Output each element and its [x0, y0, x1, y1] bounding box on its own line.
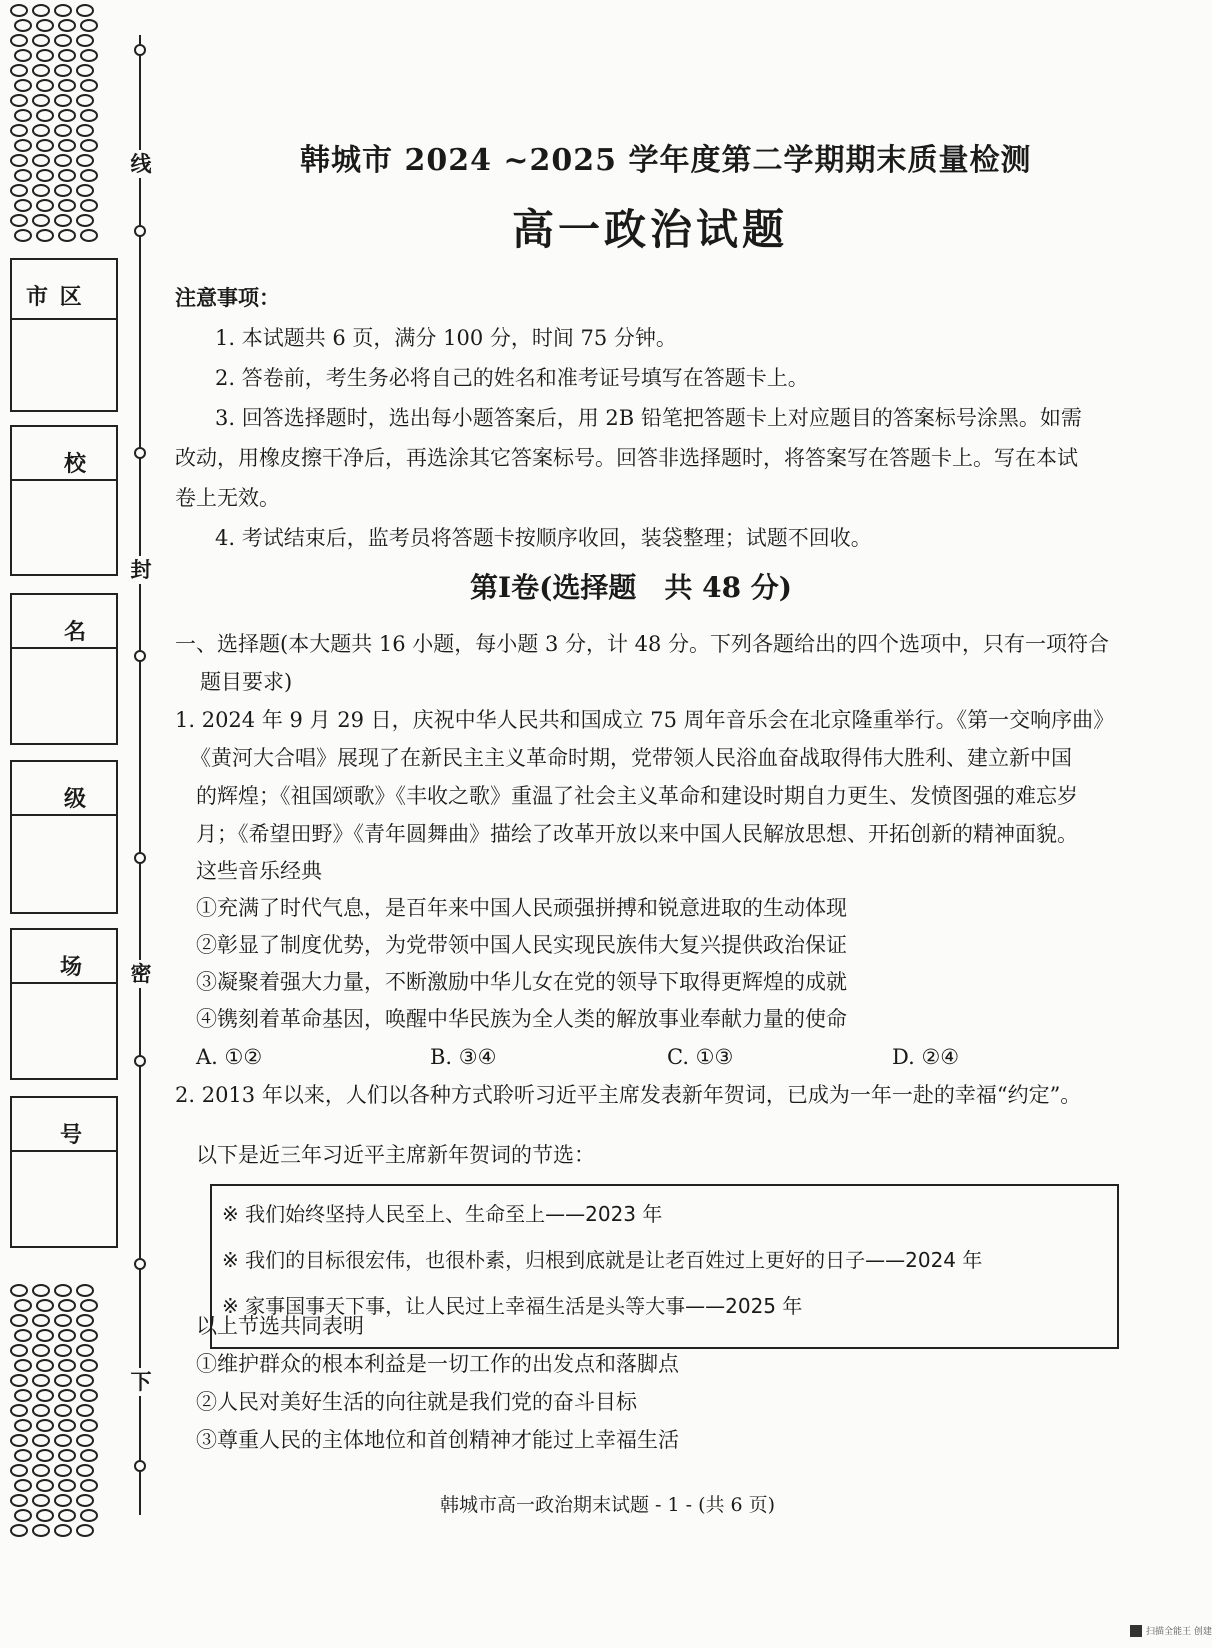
exam-subtitle: 高一政治试题: [512, 205, 789, 254]
binding-hole: [80, 199, 98, 212]
binding-hole: [10, 1464, 28, 1477]
binding-hole: [14, 199, 32, 212]
binding-hole: [76, 214, 94, 227]
binding-hole: [76, 34, 94, 47]
binding-dot: [134, 225, 146, 237]
notice-line: 改动，用橡皮擦干净后，再选涂其它答案标号。回答非选择题时，将答案写在答题卡上。写在本试: [175, 446, 1078, 470]
binding-hole: [32, 154, 50, 167]
binding-hole: [58, 1509, 76, 1522]
q2-quote: ※ 家事国事天下事，让人民过上幸福生活是头等大事——2025 年: [222, 1294, 803, 1318]
binding-hole: [32, 1434, 50, 1447]
binding-hole: [58, 49, 76, 62]
binding-dot: [134, 44, 146, 56]
binding-hole: [36, 1329, 54, 1342]
binding-hole: [54, 1524, 72, 1537]
scanner-watermark: 扫描全能王 创建: [1146, 1627, 1212, 1637]
q1-option-d: D. ②④: [892, 1045, 960, 1069]
binding-hole: [76, 94, 94, 107]
binding-hole: [80, 1479, 98, 1492]
notice-line: 卷上无效。: [175, 486, 280, 510]
notice-heading: 注意事项：: [175, 285, 280, 310]
field-box-class: [10, 760, 118, 914]
binding-hole: [14, 229, 32, 242]
binding-hole: [76, 154, 94, 167]
binding-hole: [36, 169, 54, 182]
binding-hole: [58, 1359, 76, 1372]
binding-hole: [76, 1434, 94, 1447]
binding-holes-bottom: [4, 1280, 104, 1540]
binding-hole: [32, 1344, 50, 1357]
q1-option-a: A. ①②: [196, 1045, 263, 1069]
field-label-number: 号: [60, 1122, 85, 1148]
binding-hole: [58, 139, 76, 152]
binding-hole: [80, 229, 98, 242]
field-label-school: 校: [64, 451, 89, 477]
binding-hole: [76, 1374, 94, 1387]
binding-hole: [58, 109, 76, 122]
binding-hole: [76, 1494, 94, 1507]
binding-hole: [36, 199, 54, 212]
binding-hole: [14, 1389, 32, 1402]
q1-stem-line: 这些音乐经典: [196, 859, 322, 883]
binding-hole: [14, 19, 32, 32]
binding-hole: [76, 124, 94, 137]
binding-hole: [58, 169, 76, 182]
field-label-name: 名: [64, 619, 89, 645]
binding-hole: [36, 1389, 54, 1402]
binding-hole: [10, 1344, 28, 1357]
binding-hole: [36, 1509, 54, 1522]
binding-hole: [10, 1404, 28, 1417]
binding-hole: [54, 1404, 72, 1417]
binding-hole: [54, 1494, 72, 1507]
binding-hole: [10, 94, 28, 107]
q1-stem-line: 月；《希望田野》《青年圆舞曲》描绘了改革开放以来中国人民解放思想、开拓创新的精神面貌。: [196, 822, 1078, 846]
binding-hole: [10, 124, 28, 137]
seal-char-secret: 密: [128, 960, 154, 988]
q1-item: ④镌刻着革命基因，唤醒中华民族为全人类的解放事业奉献力量的使命: [196, 1007, 847, 1031]
binding-hole: [32, 1314, 50, 1327]
q1-stem-line: 的辉煌；《祖国颂歌》《丰收之歌》重温了社会主义革命和建设时期自力更生、发愤图强的难忘岁: [196, 784, 1078, 808]
binding-hole: [58, 19, 76, 32]
notice-line: 1. 本试题共 6 页，满分 100 分，时间 75 分钟。: [215, 326, 677, 350]
binding-hole: [76, 64, 94, 77]
binding-hole: [36, 49, 54, 62]
binding-hole: [80, 1389, 98, 1402]
binding-hole: [80, 49, 98, 62]
binding-hole: [76, 1524, 94, 1537]
field-label-district: 市 区: [26, 284, 84, 310]
binding-hole: [14, 79, 32, 92]
binding-dot: [134, 852, 146, 864]
q1-stem-line: 1. 2024 年 9 月 29 日，庆祝中华人民共和国成立 75 周年音乐会在北京隆重举行。《第一交响序曲》: [175, 708, 1115, 732]
q2-item: ③尊重人民的主体地位和首创精神才能过上幸福生活: [196, 1428, 679, 1452]
binding-hole: [10, 1284, 28, 1297]
binding-hole: [36, 109, 54, 122]
page-footer: 韩城市高一政治期末试题 - 1 - (共 6 页): [440, 1494, 776, 1516]
binding-hole: [80, 1509, 98, 1522]
q2-question: 以上节选共同表明: [196, 1314, 364, 1338]
seal-char-seal: 封: [128, 556, 154, 584]
binding-hole: [76, 1314, 94, 1327]
binding-hole: [80, 169, 98, 182]
q1-item: ②彰显了制度优势，为党带领中国人民实现民族伟大复兴提供政治保证: [196, 933, 847, 957]
section-title: 第Ⅰ卷(选择题 共 48 分): [470, 571, 793, 604]
binding-hole: [36, 1419, 54, 1432]
q2-item: ②人民对美好生活的向往就是我们党的奋斗目标: [196, 1390, 637, 1414]
q2-stem-line: 2. 2013 年以来，人们以各种方式聆听习近平主席发表新年贺词，已成为一年一赴的幸福“约定”。: [175, 1083, 1082, 1107]
binding-hole: [54, 94, 72, 107]
binding-hole: [80, 19, 98, 32]
binding-hole: [32, 214, 50, 227]
binding-hole: [80, 1449, 98, 1462]
seal-char-line: 线: [128, 150, 154, 178]
binding-hole: [54, 1464, 72, 1477]
binding-hole: [14, 49, 32, 62]
binding-hole: [32, 1464, 50, 1477]
binding-dot: [134, 447, 146, 459]
binding-hole: [10, 1314, 28, 1327]
binding-hole: [10, 214, 28, 227]
exam-title: 韩城市 2024 ~2025 学年度第二学期期末质量检测: [300, 143, 1032, 178]
binding-hole: [80, 109, 98, 122]
binding-hole: [14, 1359, 32, 1372]
binding-hole: [54, 1374, 72, 1387]
binding-hole: [14, 1479, 32, 1492]
binding-hole: [36, 229, 54, 242]
binding-hole: [80, 1329, 98, 1342]
seal-char-down: 下: [128, 1368, 154, 1396]
binding-hole: [14, 169, 32, 182]
binding-hole: [58, 1389, 76, 1402]
binding-hole: [14, 1449, 32, 1462]
field-label-exam-room: 场: [60, 954, 85, 980]
binding-hole: [58, 1449, 76, 1462]
binding-holes-top: [4, 0, 104, 240]
q1-stem-line: 《黄河大合唱》展现了在新民主主义革命时期，党带领人民浴血奋战取得伟大胜利、建立新中国: [190, 746, 1072, 770]
notice-line: 4. 考试结束后，监考员将答题卡按顺序收回，装袋整理；试题不回收。: [215, 526, 872, 550]
binding-hole: [54, 64, 72, 77]
field-box-district: [10, 258, 118, 412]
binding-hole: [54, 184, 72, 197]
binding-hole: [14, 109, 32, 122]
binding-hole: [10, 1434, 28, 1447]
binding-hole: [10, 4, 28, 17]
binding-hole: [36, 1359, 54, 1372]
binding-hole: [32, 1374, 50, 1387]
binding-hole: [58, 79, 76, 92]
binding-hole: [32, 4, 50, 17]
binding-hole: [80, 1419, 98, 1432]
section-instruction-text: 一、选择题(本大题共 16 小题，每小题 3 分，计 48 分。下列各题给出的四个选项中，只有一项符合: [175, 632, 1110, 656]
q2-quote: ※ 我们始终坚持人民至上、生命至上——2023 年: [222, 1202, 663, 1226]
binding-hole: [80, 1299, 98, 1312]
binding-hole: [76, 1284, 94, 1297]
binding-hole: [14, 1299, 32, 1312]
binding-hole: [58, 199, 76, 212]
binding-hole: [54, 154, 72, 167]
binding-hole: [36, 19, 54, 32]
binding-hole: [32, 1404, 50, 1417]
binding-hole: [14, 1329, 32, 1342]
binding-hole: [76, 184, 94, 197]
binding-hole: [58, 1329, 76, 1342]
binding-hole: [10, 184, 28, 197]
binding-hole: [32, 124, 50, 137]
q1-option-b: B. ③④: [430, 1045, 497, 1069]
binding-hole: [76, 1464, 94, 1477]
binding-hole: [36, 1479, 54, 1492]
binding-hole: [32, 64, 50, 77]
binding-dot: [134, 1055, 146, 1067]
binding-hole: [14, 1419, 32, 1432]
binding-dot: [134, 650, 146, 662]
binding-hole: [76, 1344, 94, 1357]
binding-hole: [36, 139, 54, 152]
binding-hole: [76, 1404, 94, 1417]
binding-hole: [32, 1284, 50, 1297]
binding-hole: [54, 214, 72, 227]
q2-quote: ※ 我们的目标很宏伟，也很朴素，归根到底就是让老百姓过上更好的日子——2024 年: [222, 1248, 983, 1272]
binding-hole: [32, 184, 50, 197]
binding-hole: [80, 79, 98, 92]
binding-hole: [76, 4, 94, 17]
binding-hole: [32, 94, 50, 107]
binding-hole: [10, 1494, 28, 1507]
q1-option-c: C. ①③: [667, 1045, 734, 1069]
binding-hole: [14, 1509, 32, 1522]
notice-line: 3. 回答选择题时，选出每小题答案后，用 2B 铅笔把答题卡上对应题目的答案标号涂黑。如需: [215, 406, 1082, 430]
field-box-school: [10, 425, 118, 576]
binding-hole: [10, 34, 28, 47]
binding-hole: [54, 4, 72, 17]
binding-hole: [10, 64, 28, 77]
qr-icon: [1130, 1625, 1142, 1637]
binding-hole: [32, 1524, 50, 1537]
binding-hole: [36, 1449, 54, 1462]
binding-hole: [58, 1299, 76, 1312]
binding-hole: [54, 34, 72, 47]
field-box-number: [10, 1096, 118, 1248]
q2-stem-line: 以下是近三年习近平主席新年贺词的节选：: [196, 1143, 595, 1167]
field-box-name: [10, 593, 118, 745]
binding-hole: [10, 1374, 28, 1387]
section-instruction-cont: 题目要求): [200, 670, 293, 694]
q1-item: ①充满了时代气息，是百年来中国人民顽强拼搏和锐意进取的生动体现: [196, 896, 847, 920]
binding-dot: [134, 1460, 146, 1472]
binding-hole: [80, 1359, 98, 1372]
binding-hole: [10, 154, 28, 167]
binding-hole: [32, 34, 50, 47]
binding-hole: [58, 1479, 76, 1492]
q2-item: ①维护群众的根本利益是一切工作的出发点和落脚点: [196, 1352, 679, 1376]
binding-hole: [54, 1284, 72, 1297]
section-instruction: [175, 629, 1109, 659]
binding-hole: [14, 139, 32, 152]
q1-item: ③凝聚着强大力量，不断激励中华儿女在党的领导下取得更辉煌的成就: [196, 970, 847, 994]
binding-hole: [54, 1314, 72, 1327]
notice-line: 2. 答卷前，考生务必将自己的姓名和准考证号填写在答题卡上。: [215, 366, 809, 390]
binding-hole: [36, 79, 54, 92]
binding-dot: [134, 1258, 146, 1270]
binding-line: [139, 35, 141, 1515]
binding-hole: [80, 139, 98, 152]
binding-hole: [58, 1419, 76, 1432]
field-box-exam-room: [10, 928, 118, 1080]
binding-hole: [54, 124, 72, 137]
binding-hole: [36, 1299, 54, 1312]
binding-hole: [54, 1344, 72, 1357]
field-label-class: 级: [64, 786, 89, 812]
binding-hole: [58, 229, 76, 242]
binding-hole: [10, 1524, 28, 1537]
binding-hole: [32, 1494, 50, 1507]
binding-hole: [54, 1434, 72, 1447]
